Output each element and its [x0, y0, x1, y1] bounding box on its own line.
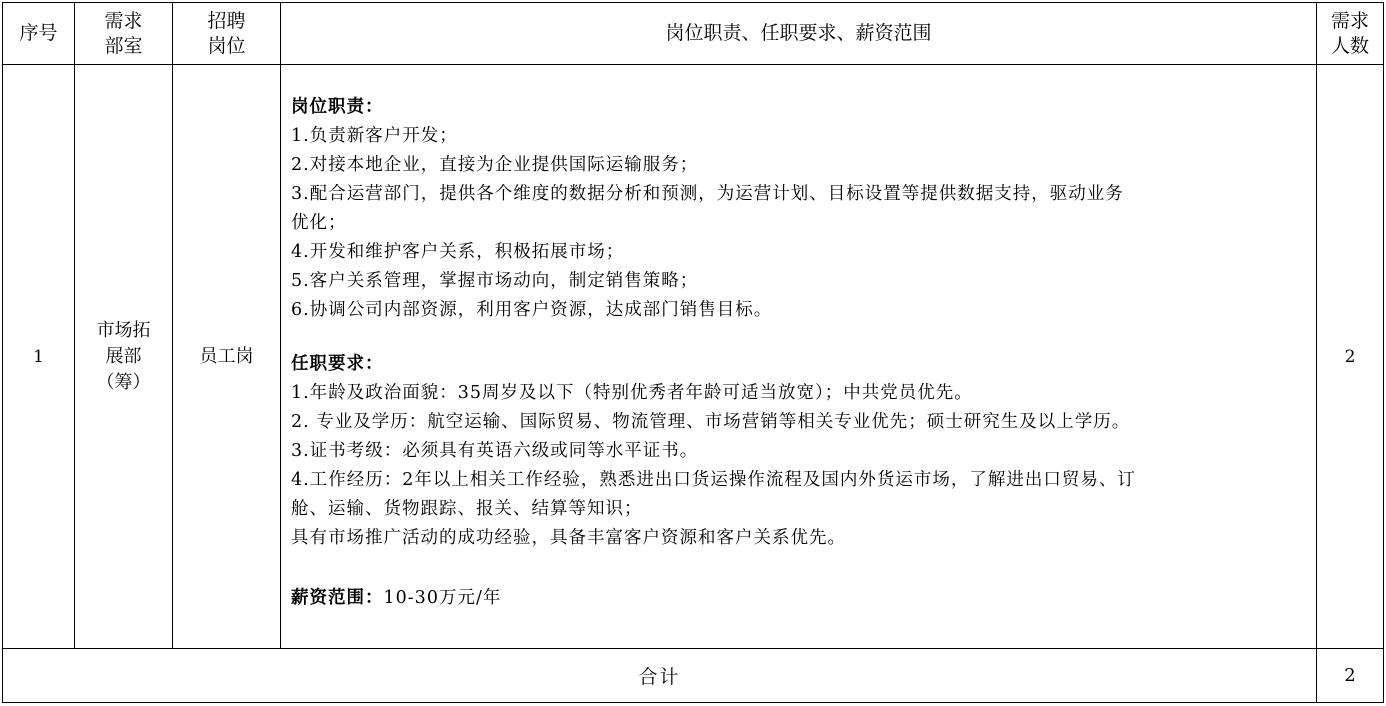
header-position-line1: 招聘 [207, 9, 246, 32]
row-dept-cell [75, 65, 173, 649]
row-dept-line3: （筹） [96, 371, 151, 393]
header-seq [3, 3, 75, 65]
row-count-cell [1317, 65, 1384, 649]
duty-item: 6.协调公司内部资源，利用客户资源，达成部门销售目标。 [291, 300, 773, 321]
header-count-line1: 需求 [1330, 9, 1369, 32]
requirement-item: 具有市场推广活动的成功经验，具备丰富客户资源和客户关系优先。 [291, 528, 846, 549]
duty-item: 4.开发和维护客户关系，积极拓展市场； [291, 242, 625, 263]
requirement-item: 4.工作经历：2年以上相关工作经验，熟悉进出口货运操作流程及国内外货运市场，了解进出口贸易、订 [291, 470, 1136, 491]
salary-title: 薪资范围： [291, 588, 384, 609]
duty-item: 5.客户关系管理，掌握市场动向，制定销售策略； [291, 271, 699, 292]
header-position-line2: 岗位 [207, 34, 246, 57]
row-position-cell [173, 65, 281, 649]
requirements-title: 任职要求： [291, 354, 384, 375]
salary-value: 10-30万元/年 [383, 588, 502, 609]
total-value: 2 [1344, 664, 1356, 686]
row-detail-cell [281, 65, 1317, 649]
section-spacer [291, 553, 1306, 578]
requirement-item: 1.年龄及政治面貌：35周岁及以下（特别优秀者年龄可适当放宽）；中共党员优先。 [291, 383, 973, 404]
duty-item: 3.配合运营部门，提供各个维度的数据分析和预测，为运营计划、目标设置等提供数据支持，驱动业务 [291, 184, 1124, 205]
salary-line [291, 584, 1306, 613]
header-dept [75, 3, 173, 65]
duty-item: 优化； [291, 213, 347, 234]
total-row [3, 648, 1384, 702]
header-count-line2: 人数 [1330, 34, 1369, 57]
duties-title: 岗位职责： [291, 97, 384, 118]
detail-content [281, 65, 1316, 613]
total-value-cell [1317, 648, 1384, 702]
requirement-item: 舱、运输、货物跟踪、报关、结算等知识； [291, 499, 643, 520]
row-seq-cell [3, 65, 75, 649]
duty-item: 2.对接本地企业，直接为企业提供国际运输服务； [291, 155, 699, 176]
total-label: 合计 [638, 665, 681, 688]
row-seq: 1 [33, 346, 44, 367]
requirement-item: 2. 专业及学历：航空运输、国际贸易、物流管理、市场营销等相关专业优先；硕士研究生及以上学历。 [291, 412, 1131, 433]
total-label-cell [3, 648, 1317, 702]
header-count [1317, 3, 1384, 65]
header-detail-label: 岗位职责、任职要求、薪资范围 [665, 22, 932, 45]
row-count: 2 [1344, 346, 1356, 367]
header-seq-label: 序号 [19, 22, 58, 45]
row-position: 员工岗 [199, 345, 254, 367]
header-position [173, 3, 281, 65]
recruitment-table [2, 2, 1384, 703]
row-dept-line2: 展部 [105, 345, 142, 367]
requirement-item: 3.证书考级：必须具有英语六级或同等水平证书。 [291, 441, 699, 462]
header-dept-line1: 需求 [104, 9, 143, 32]
table-row [3, 65, 1384, 649]
header-dept-line2: 部室 [104, 34, 143, 57]
header-detail [281, 3, 1317, 65]
table-header-row [3, 3, 1384, 65]
section-spacer [291, 325, 1306, 350]
duty-item: 1.负责新客户开发； [291, 126, 458, 147]
row-dept-line1: 市场拓 [96, 319, 151, 341]
